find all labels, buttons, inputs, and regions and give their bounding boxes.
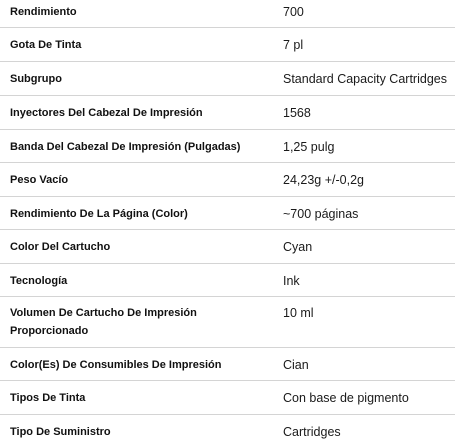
spec-row-inyectores [0, 96, 455, 130]
spec-row-color-consumibles [0, 348, 455, 381]
spec-label: Inyectores Del Cabezal De Impresión [10, 107, 203, 119]
spec-value: Con base de pigmento [283, 391, 409, 405]
spec-row-rendimiento [0, 0, 455, 28]
spec-row-banda-cabezal [0, 130, 455, 163]
spec-value: Standard Capacity Cartridges [283, 72, 447, 86]
spec-value: 24,23g +/-0,2g [283, 173, 364, 187]
spec-row-tipos-de-tinta [0, 381, 455, 415]
spec-row-rendimiento-pagina [0, 197, 455, 230]
spec-label: Tipo De Suministro [10, 426, 111, 438]
spec-label: Gota De Tinta [10, 39, 82, 51]
spec-value: 700 [283, 5, 304, 19]
spec-value: 1,25 pulg [283, 140, 335, 154]
spec-label: Color(Es) De Consumibles De Impresión [10, 359, 222, 371]
spec-row-tipo-de-suministro [0, 415, 455, 445]
spec-label: Volumen De Cartucho De Impresión Proporcionado [10, 307, 197, 337]
spec-value: Cyan [283, 240, 313, 254]
spec-value: 1568 [283, 106, 311, 120]
spec-label: Peso Vacío [10, 174, 69, 186]
spec-value: 10 ml [283, 306, 314, 320]
spec-label: Color Del Cartucho [10, 241, 111, 253]
spec-value: ~700 páginas [283, 207, 359, 221]
spec-row-tecnologia [0, 264, 455, 297]
spec-label: Tipos De Tinta [10, 392, 86, 404]
spec-value: Cartridges [283, 425, 341, 439]
spec-row-color-cartucho [0, 230, 455, 264]
spec-label: Rendimiento De La Página (Color) [10, 208, 188, 220]
spec-value: Cian [283, 358, 309, 372]
spec-label: Rendimiento [10, 6, 77, 18]
spec-value: Ink [283, 274, 300, 288]
spec-label: Banda Del Cabezal De Impresión (Pulgadas) [10, 141, 241, 153]
spec-row-gota-de-tinta [0, 28, 455, 62]
spec-label: Subgrupo [10, 73, 62, 85]
spec-row-subgrupo [0, 62, 455, 96]
spec-value: 7 pl [283, 38, 304, 52]
spec-row-peso-vacio [0, 163, 455, 197]
spec-row-volumen-cartucho [0, 297, 455, 348]
spec-label: Tecnología [10, 275, 68, 287]
